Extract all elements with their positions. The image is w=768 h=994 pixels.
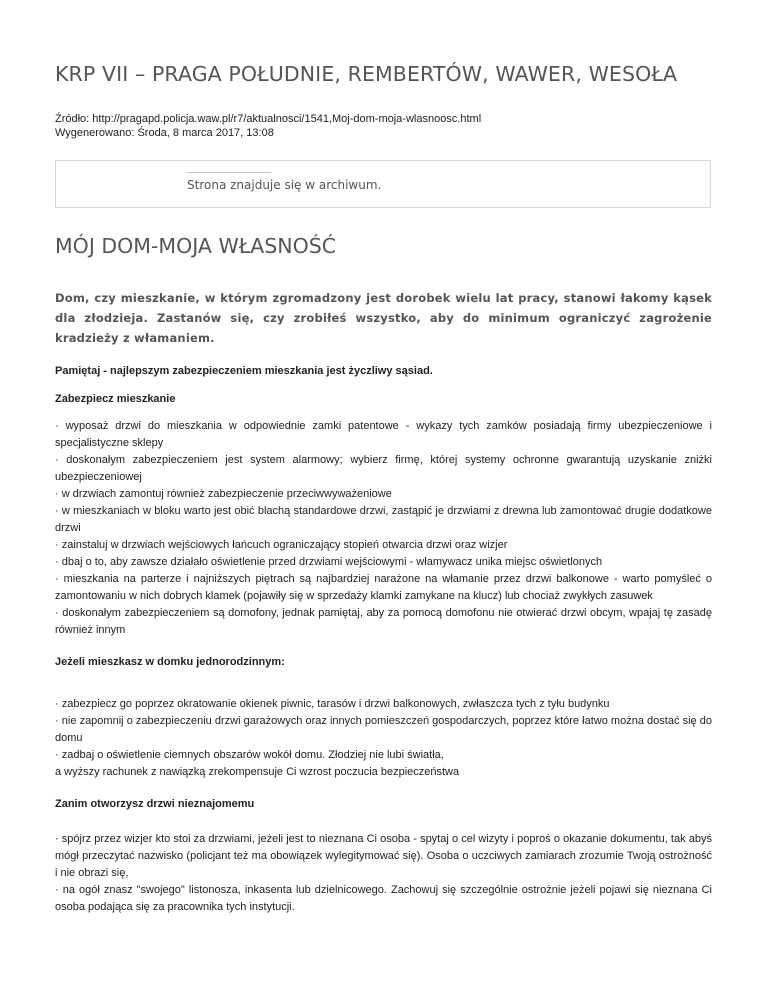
list-item: · doskonałym zabezpieczeniem są domofony, jednak pamiętaj, aby za pomocą domofonu nie otwierać drzwi obcym, wpajaj tę zasadę również innym: [55, 607, 712, 636]
article-lead: Dom, czy mieszkanie, w którym zgromadzony jest dorobek wielu lat pracy, stanowi łakomy kąsek dla złodzieja. Zastanów się, czy zrobiłeś wszystko, aby do minimum ograniczyć zagrożenie kradzieży z włamaniem.: [55, 291, 712, 345]
remember-note: Pamiętaj - najlepszym zabezpieczeniem mieszkania jest życzliwy sąsiad.: [55, 365, 433, 377]
list-item: · wyposaż drzwi do mieszkania w odpowiednie zamki patentowe - wykazy tych zamków posiadają firmy ubezpieczeniowe i specjalistyczne sklepy: [55, 420, 712, 449]
list-item: · doskonałym zabezpieczeniem jest system alarmowy; wybierz firmę, której systemy ochronne gwarantują uzyskanie zniżki ubezpieczeniowej: [55, 454, 712, 483]
list-item: · zabezpiecz go poprzez okratowanie okienek piwnic, tarasów i drzwi balkonowych, zwłaszcza tych z tyłu budynku: [55, 698, 610, 710]
list-item: · zainstaluj w drzwiach wejściowych łańcuch ograniczający stopień otwarcia drzwi oraz wizjer: [55, 539, 508, 551]
archive-notice: [55, 160, 711, 208]
list-item: · zadbaj o oświetlenie ciemnych obszarów wokół domu. Złodziej nie lubi światła,: [55, 749, 444, 761]
archive-divider: [187, 172, 271, 173]
section-list-stranger-at-door: [55, 831, 712, 916]
list-item: a wyższy rachunek z nawiązką zrekompensuje Ci wzrost poczucia bezpieczeństwa: [55, 766, 460, 778]
page-meta: [55, 112, 481, 140]
article-body: [55, 288, 712, 916]
section-heading-detached-house: Jeżeli mieszkasz w domku jednorodzinnym:: [55, 656, 285, 668]
archive-message: Strona znajduje się w archiwum.: [187, 178, 382, 192]
section-heading-secure-apartment: Zabezpiecz mieszkanie: [55, 393, 176, 405]
list-item: · w mieszkaniach w bloku warto jest obić blachą standardowe drzwi, zastąpić je drzwiami z drewna lub zamontować drugie dodatkowe drzwi: [55, 505, 712, 534]
list-item: · spójrz przez wizjer kto stoi za drzwiami, jeżeli jest to nieznana Ci osoba - spytaj o cel wizyty i poproś o okazanie dokumentu, tak abyś mógł przeczytać nazwisko (policjant też ma obowiązek wylegitymować się). Osoba o uczciwych zamiarach zrozumie Twoją ostrożność i nie obrazi się,: [55, 833, 712, 879]
site-title: KRP VII – PRAGA POŁUDNIE, REMBERTÓW, WAWER, WESOŁA: [55, 62, 678, 86]
article-title: MÓJ DOM-MOJA WŁASNOŚĆ: [55, 234, 337, 258]
list-item: · w drzwiach zamontuj również zabezpieczenie przeciwwyważeniowe: [55, 488, 392, 500]
section-heading-stranger-at-door: Zanim otworzysz drzwi nieznajomemu: [55, 798, 255, 810]
list-item: · nie zapomnij o zabezpieczeniu drzwi garażowych oraz innych pomieszczeń gospodarczych, poprzez które łatwo można dostać się do domu: [55, 715, 712, 744]
list-item: · na ogół znasz "swojego" listonosza, inkasenta lub dzielnicowego. Zachowuj się szczególnie ostrożnie jeżeli pojawi się nieznana Ci osoba podająca się za pracownika tych instytucji.: [55, 884, 712, 913]
generated-line: Wygenerowano: Środa, 8 marca 2017, 13:08: [55, 127, 274, 139]
list-item: · dbaj o to, aby zawsze działało oświetlenie przed drzwiami wejściowymi - włamywacz unika miejsc oświetlonych: [55, 556, 603, 568]
list-item: · mieszkania na parterze i najniższych piętrach są najbardziej narażone na włamanie przez drzwi balkonowe - warto pomyśleć o zamontowaniu w nich dobrych klamek (pojawiły się w sprzedaży klamki zamykane na klucz) lub chociaż zwykłych zasuwek: [55, 573, 712, 602]
section-list-detached-house: [55, 696, 712, 781]
source-line: Źródło: http://pragapd.policja.waw.pl/r7/aktualnosci/1541,Moj-dom-moja-wlasnoosc.html: [55, 113, 482, 125]
section-list-secure-apartment: [55, 418, 712, 639]
